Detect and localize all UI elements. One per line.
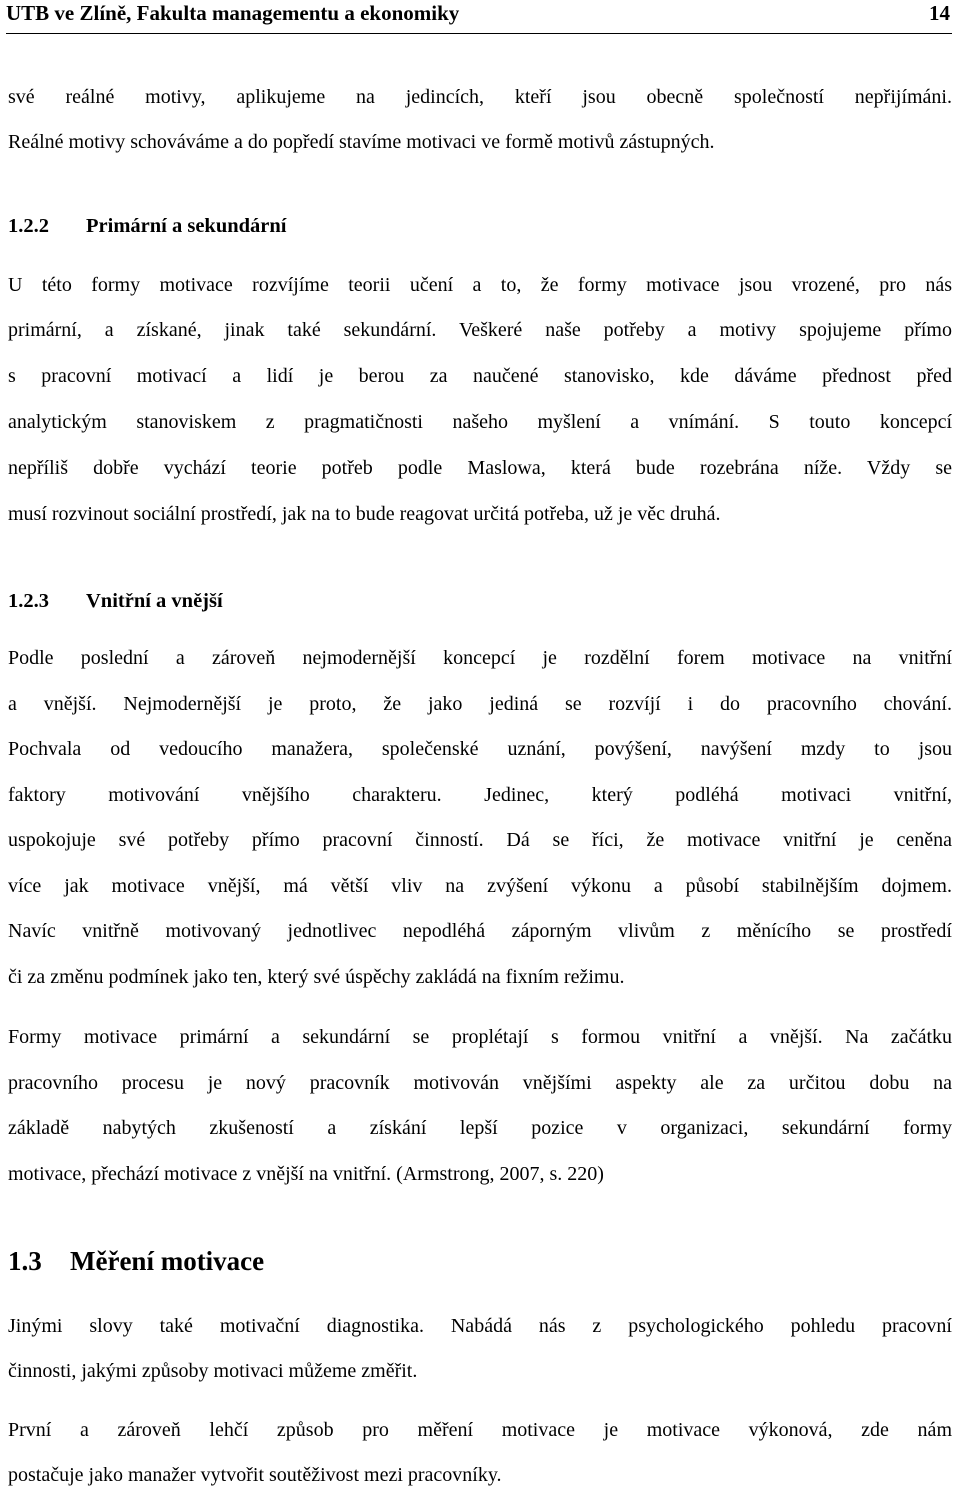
section-title: Měření motivace: [70, 1246, 265, 1276]
section-number: 1.3: [8, 1246, 42, 1276]
text-line: uspokojuje své potřeby přímo pracovní činností. Dá se říci, že motivace vnitřní je ceněna: [8, 829, 952, 851]
page-header: [6, 0, 952, 34]
section-title: Vnitřní a vnější: [86, 590, 223, 612]
text-line: motivace, přechází motivace z vnější na vnitřní. (Armstrong, 2007, s. 220): [8, 1163, 604, 1185]
text-line: činnosti, jakými způsoby motivaci můžeme změřit.: [8, 1360, 418, 1382]
header-title: UTB ve Zlíně, Fakulta managementu a ekonomiky: [6, 1, 460, 25]
section-number: 1.2.2: [8, 215, 49, 237]
text-line: primární, a získané, jinak také sekundární. Veškeré naše potřeby a motivy spojujeme přímo: [8, 319, 952, 341]
text-line: základě nabytých zkušeností a získání lepší pozice v organizaci, sekundární formy: [8, 1117, 952, 1139]
text-line: své reálné motivy, aplikujeme na jedincích, kteří jsou obecně společností nepřijímáni.: [8, 86, 952, 108]
text-line: a vnější. Nejmodernější je proto, že jako jediná se rozvíjí i do pracovního chování.: [8, 693, 952, 715]
text-line: či za změnu podmínek jako ten, který své úspěchy zakládá na fixním režimu.: [8, 966, 625, 988]
section-heading-1-2-3: [8, 589, 223, 613]
text-line: Formy motivace primární a sekundární se proplétají s formou vnitřní a vnější. Na začátku: [8, 1026, 952, 1048]
text-line: Reálné motivy schováváme a do popředí stavíme motivaci ve formě motivů zástupných.: [8, 131, 715, 153]
section-heading-1-3: [8, 1245, 264, 1277]
text-line: nepříliš dobře vychází teorie potřeb podle Maslowa, která bude rozebrána níže. Vždy se: [8, 457, 952, 479]
text-line: s pracovní motivací a lidí je berou za naučené stanovisko, kde dáváme přednost před: [8, 365, 952, 387]
text-line: postačuje jako manažer vytvořit soutěživost mezi pracovníky.: [8, 1464, 502, 1486]
text-line: Navíc vnitřně motivovaný jednotlivec nepodléhá záporným vlivům z měnícího se prostředí: [8, 920, 952, 942]
section-number: 1.2.3: [8, 590, 49, 612]
text-line: Jinými slovy také motivační diagnostika. Nabádá nás z psychologického pohledu pracovní: [8, 1315, 952, 1337]
text-line: faktory motivování vnějšího charakteru. Jedinec, který podléhá motivaci vnitřní,: [8, 784, 952, 806]
text-line: více jak motivace vnější, má větší vliv na zvýšení výkonu a působí stabilnějším dojmem.: [8, 875, 952, 897]
page-number: 14: [929, 1, 950, 25]
text-line: Pochvala od vedoucího manažera, společenské uznání, povýšení, navýšení mzdy to jsou: [8, 738, 952, 760]
section-title: Primární a sekundární: [86, 215, 287, 237]
text-line: U této formy motivace rozvíjíme teorii učení a to, že formy motivace jsou vrozené, pro nás: [8, 274, 952, 296]
text-line: pracovního procesu je nový pracovník motivován vnějšími aspekty ale za určitou dobu na: [8, 1072, 952, 1094]
section-heading-1-2-2: [8, 214, 286, 238]
text-line: musí rozvinout sociální prostředí, jak na to bude reagovat určitá potřeba, už je věc druhá.: [8, 503, 721, 525]
text-line: První a zároveň lehčí způsob pro měření motivace je motivace výkonová, zde nám: [8, 1419, 952, 1441]
text-line: Podle poslední a zároveň nejmodernější koncepcí je rozdělní forem motivace na vnitřní: [8, 647, 952, 669]
text-line: analytickým stanoviskem z pragmatičnosti našeho myšlení a vnímání. S touto koncepcí: [8, 411, 952, 433]
